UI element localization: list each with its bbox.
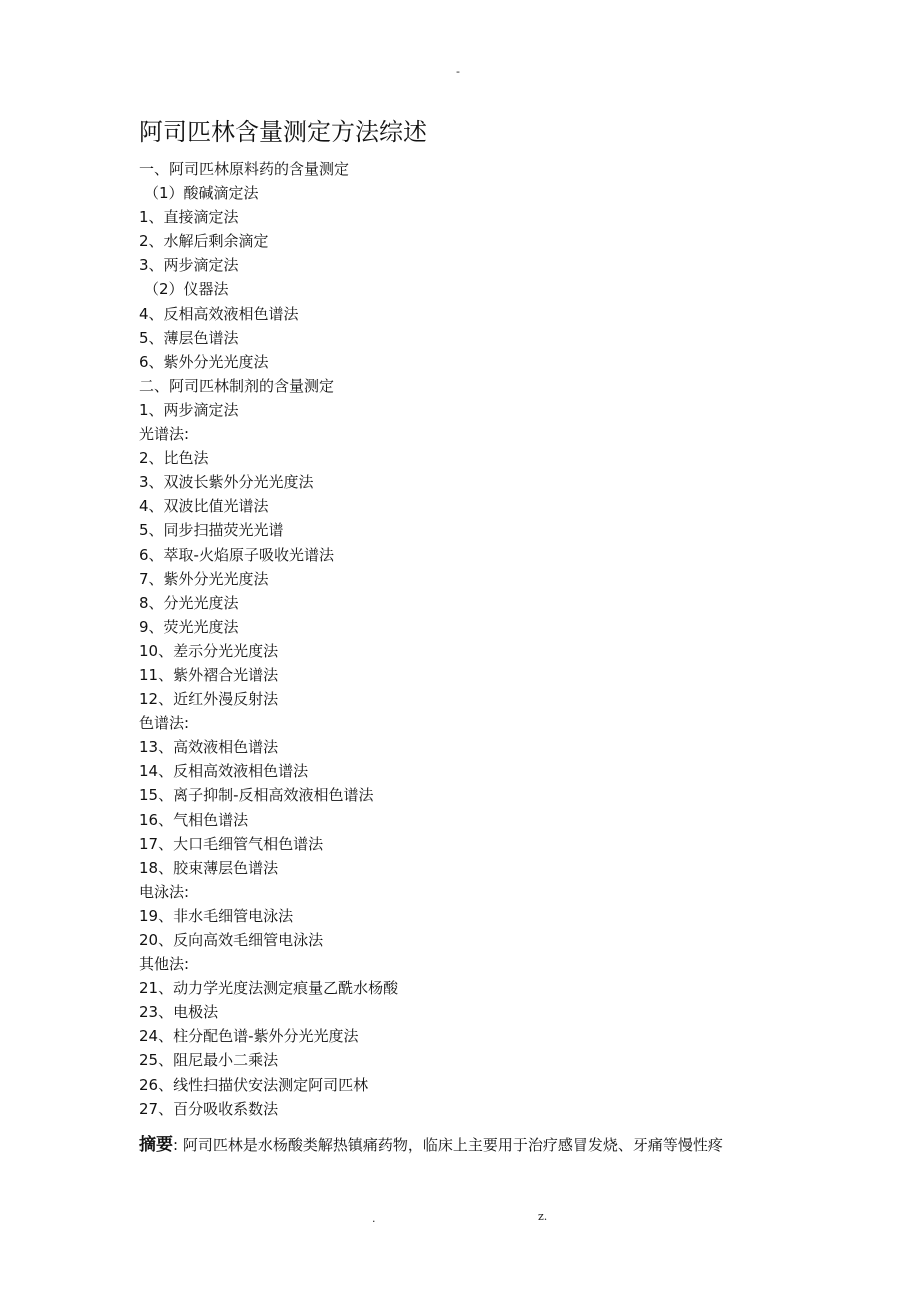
method-item: 8、分光光度法 xyxy=(139,593,239,612)
method-item: 10、差示分光光度法 xyxy=(139,641,279,660)
subsection-heading: （1）酸碱滴定法 xyxy=(144,184,259,203)
method-item: 9、荧光光度法 xyxy=(139,617,239,636)
method-item: 6、紫外分光光度法 xyxy=(139,352,269,371)
method-item: 12、近红外漫反射法 xyxy=(139,690,279,709)
method-item: 25、阻尼最小二乘法 xyxy=(139,1051,279,1070)
method-item: 13、高效液相色谱法 xyxy=(139,738,279,757)
method-item: 14、反相高效液相色谱法 xyxy=(139,762,309,781)
method-item: 3、两步滴定法 xyxy=(139,256,239,275)
method-item: 1、两步滴定法 xyxy=(139,400,239,419)
group-heading: 色谱法: xyxy=(139,714,190,733)
method-item: 17、大口毛细管气相色谱法 xyxy=(139,834,324,853)
page-footer-right: z. xyxy=(538,1210,548,1223)
method-item: 23、电极法 xyxy=(139,1003,219,1022)
abstract-paragraph xyxy=(139,1132,723,1158)
method-item: 4、双波比值光谱法 xyxy=(139,497,269,516)
method-item: 1、直接滴定法 xyxy=(139,208,239,227)
method-item: 18、胶束薄层色谱法 xyxy=(139,858,279,877)
method-item: 2、水解后剩余滴定 xyxy=(139,232,269,251)
method-item: 5、薄层色谱法 xyxy=(139,328,239,347)
abstract-text: : 阿司匹林是水杨酸类解热镇痛药物，临床上主要用于治疗感冒发烧、牙痛等慢性疼 xyxy=(173,1136,723,1154)
method-item: 16、气相色谱法 xyxy=(139,810,249,829)
method-item: 21、动力学光度法测定痕量乙酰水杨酸 xyxy=(139,979,399,998)
method-item: 11、紫外褶合光谱法 xyxy=(139,665,279,684)
method-item: 2、比色法 xyxy=(139,449,209,468)
method-item: 3、双波长紫外分光光度法 xyxy=(139,473,314,492)
method-item: 7、紫外分光光度法 xyxy=(139,569,269,588)
method-item: 20、反向高效毛细管电泳法 xyxy=(139,931,324,949)
method-item: 19、非水毛细管电泳法 xyxy=(139,906,294,925)
section-heading: 一、阿司匹林原料药的含量测定 xyxy=(139,160,350,178)
method-item: 4、反相高效液相色谱法 xyxy=(139,304,299,323)
method-item: 26、线性扫描伏安法测定阿司匹林 xyxy=(139,1075,369,1094)
group-heading: 光谱法: xyxy=(139,425,190,444)
page-footer-left: . xyxy=(372,1212,376,1225)
method-item: 15、离子抑制-反相高效液相色谱法 xyxy=(139,786,374,805)
method-item: 5、同步扫描荧光光谱 xyxy=(139,521,284,540)
document-title: 阿司匹林含量测定方法综述 xyxy=(139,118,427,146)
method-outline xyxy=(139,157,398,1121)
method-item: 6、萃取-火焰原子吸收光谱法 xyxy=(139,545,334,564)
group-heading: 电泳法: xyxy=(139,882,190,901)
section-heading: 二、阿司匹林制剂的含量测定 xyxy=(139,376,335,395)
subsection-heading: （2）仪器法 xyxy=(144,280,229,299)
abstract-label: 摘要 xyxy=(139,1135,173,1155)
method-item: 24、柱分配色谱-紫外分光光度法 xyxy=(139,1027,359,1046)
group-heading: 其他法: xyxy=(139,955,190,974)
page-header-mark: - xyxy=(456,65,460,78)
method-item: 27、百分吸收系数法 xyxy=(139,1099,279,1118)
